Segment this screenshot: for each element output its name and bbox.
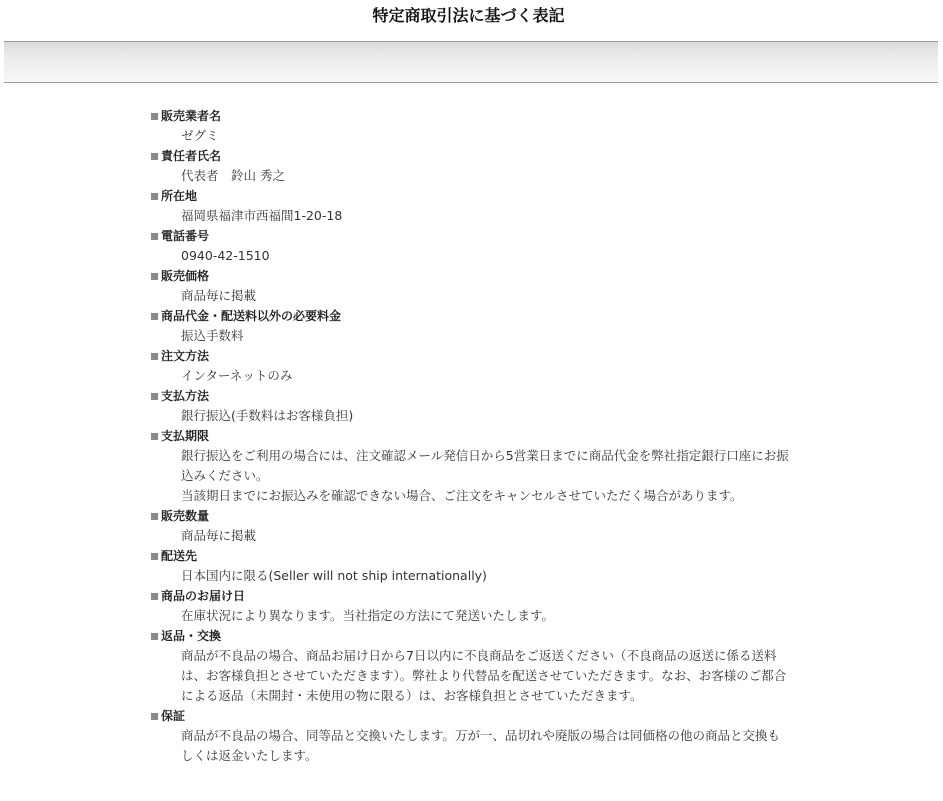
section-text: 在庫状況により異なります。当社指定の方法にて発送いたします。: [181, 608, 555, 623]
section-body: [150, 206, 790, 226]
section-warranty: [150, 706, 790, 766]
section-heading: [150, 146, 790, 166]
section-text: 商品が不良品の場合、商品お届け日から7日以内に不良商品をご返送ください（不良商品の返送に係る送料は、お客様負担とさせていただきます）。弊社より代替品を配送させていただきます。なお、お客様のご都合による返品（未開封・未使用の物に限る）は、お客様負担とさせていただきます。: [181, 648, 787, 703]
section-quantity: [150, 506, 790, 546]
section-body: [150, 286, 790, 306]
section-heading-text: 支払期限: [161, 429, 210, 443]
section-heading: [150, 306, 790, 326]
section-text: ゼグミ: [181, 128, 219, 143]
section-heading-text: 返品・交換: [161, 629, 222, 643]
section-heading-text: 保証: [161, 709, 186, 723]
square-bullet-icon: [151, 193, 158, 200]
section-delivery-date: [150, 586, 790, 626]
section-returns: [150, 626, 790, 706]
section-body: [150, 246, 790, 266]
square-bullet-icon: [151, 353, 158, 360]
section-body: [150, 166, 790, 186]
section-heading-text: 注文方法: [161, 349, 210, 363]
section-body: [150, 526, 790, 546]
section-responsible-person: [150, 146, 790, 186]
section-text: 商品毎に掲載: [181, 528, 257, 543]
section-body: [150, 406, 790, 426]
section-payment-method: [150, 386, 790, 426]
section-heading-text: 所在地: [161, 189, 198, 203]
section-heading: [150, 386, 790, 406]
section-heading: [150, 586, 790, 606]
section-text: 代表者 鈴山 秀之: [181, 168, 285, 183]
section-text: 当該期日までにお振込みを確認できない場合、ご注文をキャンセルさせていただく場合があります。: [181, 488, 743, 503]
section-body: [150, 366, 790, 386]
square-bullet-icon: [151, 233, 158, 240]
section-body: [150, 126, 790, 146]
section-heading: [150, 186, 790, 206]
square-bullet-icon: [151, 593, 158, 600]
section-payment-deadline: [150, 426, 790, 506]
section-heading-text: 配送先: [161, 549, 198, 563]
section-price: [150, 266, 790, 306]
section-address: [150, 186, 790, 226]
square-bullet-icon: [151, 433, 158, 440]
section-text: 福岡県福津市西福間1-20-18: [181, 208, 343, 223]
section-text: 振込手数料: [181, 328, 244, 343]
square-bullet-icon: [151, 633, 158, 640]
square-bullet-icon: [151, 273, 158, 280]
section-shipping-destination: [150, 546, 790, 586]
section-text: 商品毎に掲載: [181, 288, 257, 303]
square-bullet-icon: [151, 313, 158, 320]
section-seller-name: [150, 106, 790, 146]
section-body: [150, 326, 790, 346]
section-heading: [150, 346, 790, 366]
square-bullet-icon: [151, 153, 158, 160]
section-body: [150, 646, 790, 706]
page-title: 特定商取引法に基づく表記: [372, 6, 565, 25]
section-text: 銀行振込をご利用の場合には、注文確認メール発信日から5営業日までに商品代金を弊社指定銀行口座にお振込みください。: [181, 448, 789, 483]
section-heading: [150, 546, 790, 566]
square-bullet-icon: [151, 553, 158, 560]
section-heading: [150, 706, 790, 726]
legal-notice-list: [150, 106, 790, 766]
section-additional-fees: [150, 306, 790, 346]
section-heading-text: 電話番号: [161, 229, 210, 243]
section-body: [150, 726, 790, 766]
section-phone: [150, 226, 790, 266]
section-heading: [150, 426, 790, 446]
header-band: [4, 41, 938, 83]
section-heading-text: 販売業者名: [161, 109, 222, 123]
section-order-method: [150, 346, 790, 386]
section-body: [150, 606, 790, 626]
section-heading-text: 支払方法: [161, 389, 210, 403]
square-bullet-icon: [151, 113, 158, 120]
section-text: 銀行振込(手数料はお客様負担): [181, 408, 354, 423]
square-bullet-icon: [151, 513, 158, 520]
section-text: 0940-42-1510: [181, 248, 270, 263]
section-heading: [150, 226, 790, 246]
section-heading-text: 商品のお届け日: [161, 589, 246, 603]
section-heading: [150, 266, 790, 286]
section-text: 日本国内に限る(Seller will not ship internationally): [181, 568, 487, 583]
section-heading-text: 責任者氏名: [161, 149, 222, 163]
section-text: インターネットのみ: [181, 368, 293, 383]
section-heading: [150, 506, 790, 526]
section-text: 商品が不良品の場合、同等品と交換いたします。万が一、品切れや廃版の場合は同価格の他の商品と交換もしくは返金いたします。: [181, 728, 781, 763]
section-body: [150, 446, 790, 506]
square-bullet-icon: [151, 393, 158, 400]
section-heading-text: 販売価格: [161, 269, 210, 283]
section-body: [150, 566, 790, 586]
section-heading-text: 販売数量: [161, 509, 210, 523]
section-heading: [150, 106, 790, 126]
section-heading-text: 商品代金・配送料以外の必要料金: [161, 309, 342, 323]
section-heading: [150, 626, 790, 646]
square-bullet-icon: [151, 713, 158, 720]
